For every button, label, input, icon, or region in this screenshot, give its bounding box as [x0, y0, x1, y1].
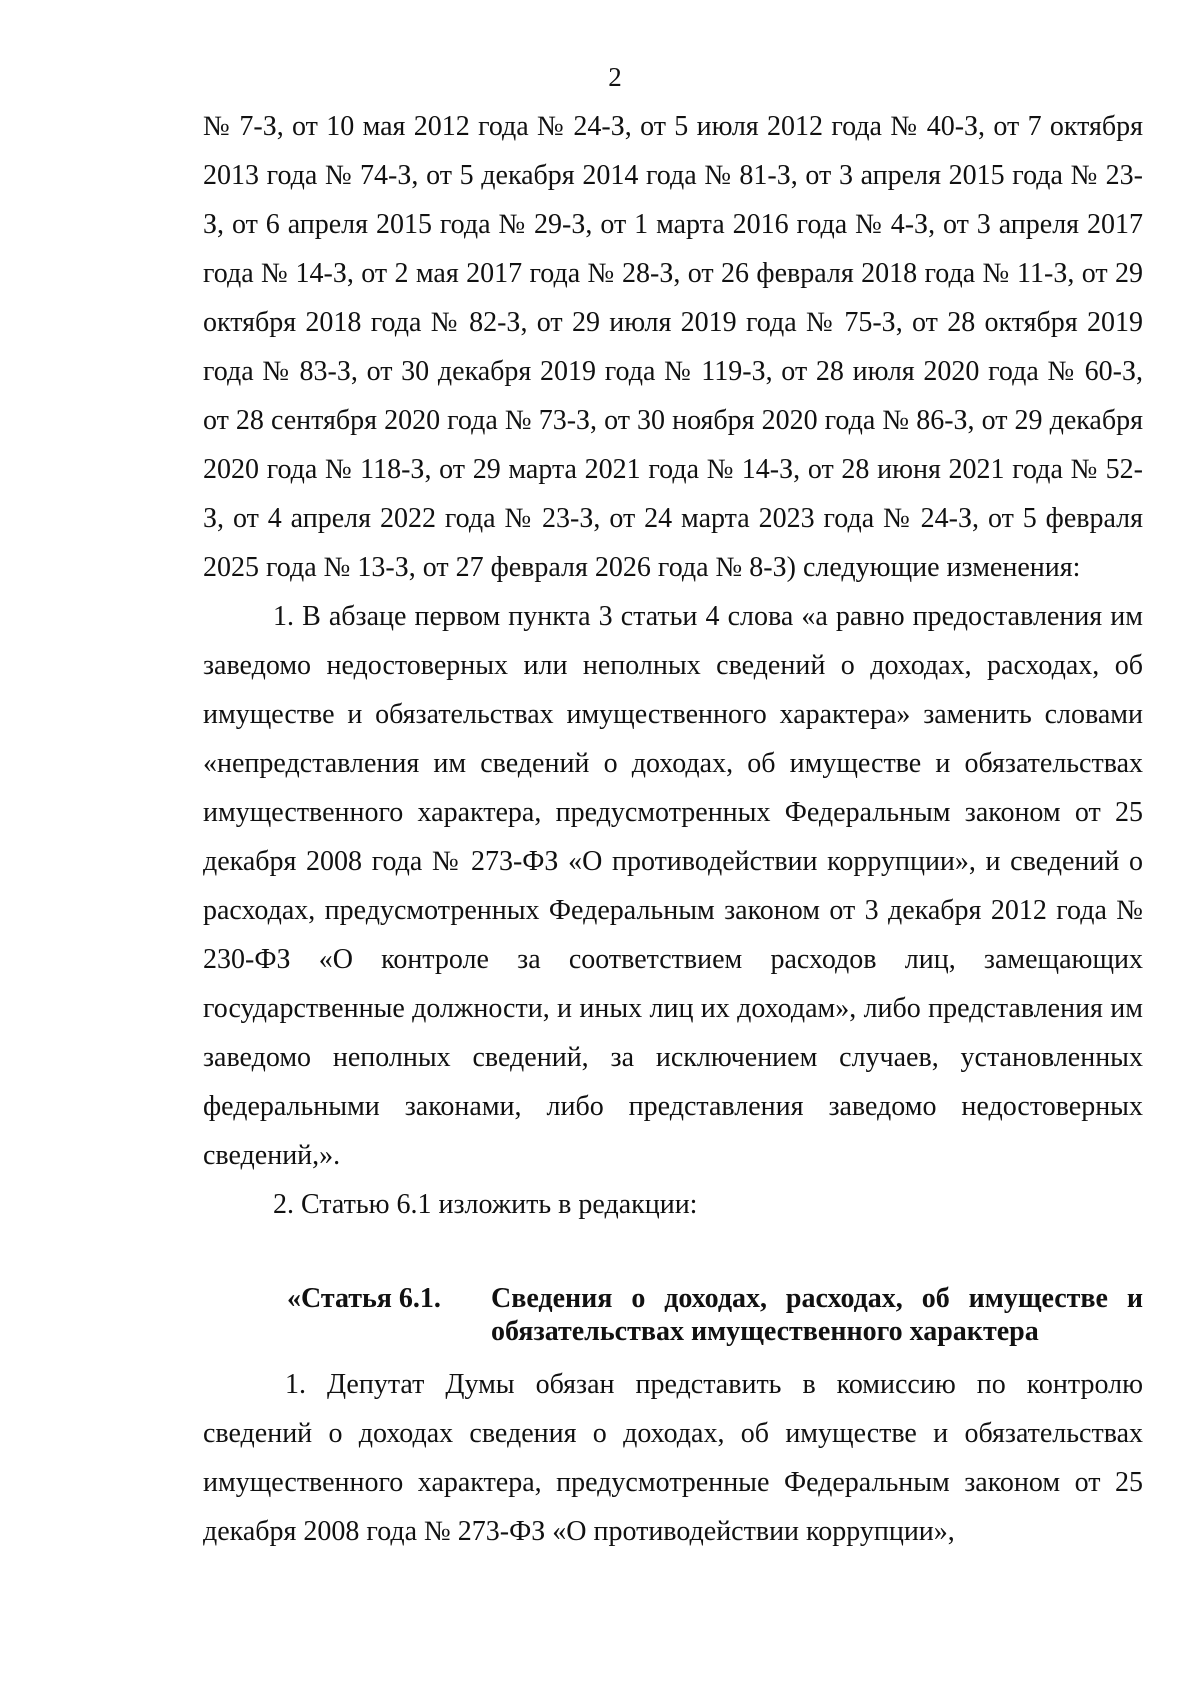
article-body	[203, 1360, 1143, 1556]
document-body	[203, 102, 1143, 1229]
page-number: 2	[608, 62, 622, 92]
amendments-list-paragraph: № 7-З, от 10 мая 2012 года № 24-З, от 5 июля 2012 года № 40-З, от 7 октября 2013 года № 74-З, от 5 декабря 2014 года № 81-З, от 3 апреля 2015 года № 23-З, от 6 апреля 2015 года № 29-З, от 1 марта 2016 года № 4-З, от 3 апреля 2017 года № 14-З, от 2 мая 2017 года № 28-З, от 26 февраля 2018 года № 11-З, от 29 октября 2018 года № 82-З, от 29 июля 2019 года № 75-З, от 28 октября 2019 года № 83-З, от 30 декабря 2019 года № 119-З, от 28 июля 2020 года № 60-З, от 28 сентября 2020 года № 73-З, от 30 ноября 2020 года № 86-З, от 29 декабря 2020 года № 118-З, от 29 марта 2021 года № 14-З, от 28 июня 2021 года № 52-З, от 4 апреля 2022 года № 23-З, от 24 марта 2023 года № 24-З, от 5 февраля 2025 года № 13-З, от 27 февраля 2026 года № 8-З) следующие изменения:	[203, 111, 1143, 583]
item-1-paragraph: 1. В абзаце первом пункта 3 статьи 4 слова «а равно предоставления им заведомо недостоверных или неполных сведений о доходах, расходах, об имуществе и обязательствах имущественного характера» заменить словами «непредставления им сведений о доходах, об имуществе и обязательствах имущественного характера, предусмотренных Федеральным законом от 25 декабря 2008 года № 273-ФЗ «О противодействии коррупции», и сведений о расходах, предусмотренных Федеральным законом от 3 декабря 2012 года № 230-ФЗ «О контроле за соответствием расходов лиц, замещающих государственные должности, и иных лиц их доходам», либо представления им заведомо неполных сведений, за исключением случаев, установленных федеральными законами, либо представления заведомо недостоверных сведений,».	[203, 601, 1143, 1171]
article-label: «Статья 6.1.	[287, 1283, 441, 1314]
article-point-1: 1. Депутат Думы обязан представить в комиссию по контролю сведений о доходах сведения о доходах, об имуществе и обязательствах имущественного характера, предусмотренные Федеральным законом от 25 декабря 2008 года № 273-ФЗ «О противодействии коррупции»,	[203, 1369, 1143, 1547]
item-2-paragraph: 2. Статью 6.1 изложить в редакции:	[273, 1189, 698, 1220]
article-heading: Сведения о доходах, расходах, об имуществе и обязательствах имущественного характера	[491, 1283, 1143, 1347]
